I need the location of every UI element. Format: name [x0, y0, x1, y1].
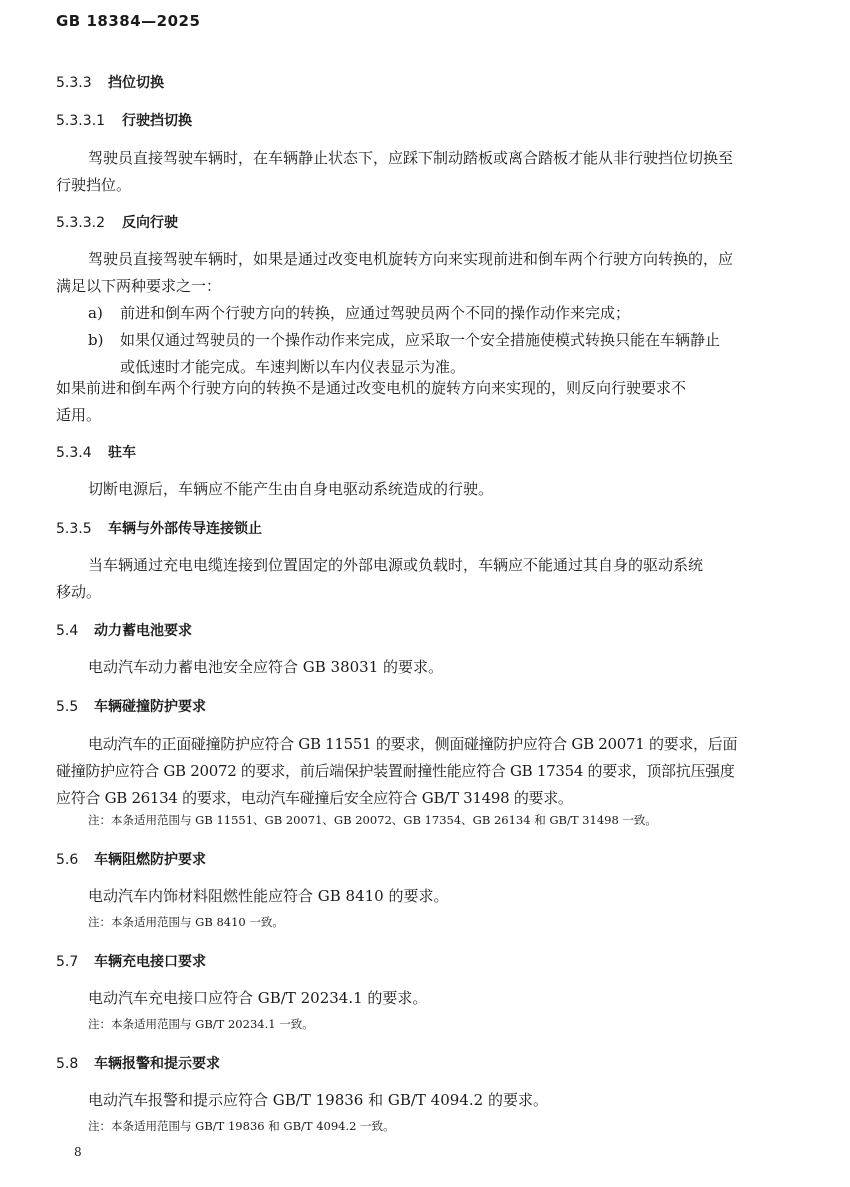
heading-5-3-3 [56, 72, 164, 92]
paragraph-charging-interface [56, 985, 796, 1012]
paragraph-battery [56, 654, 796, 681]
section-number: 5.3.3.2 [56, 215, 105, 231]
section-number: 5.4 [56, 623, 79, 639]
section-number: 5.3.3.1 [56, 113, 105, 129]
note: 注：本条适用范围与 GB 11551、GB 20071、GB 20072、GB 17354、GB 26134 和 GB/T 31498 一致。 [88, 813, 657, 827]
section-title: 反向行驶 [122, 215, 178, 231]
note: 注：本条适用范围与 GB/T 19836 和 GB/T 4094.2 一致。 [88, 1119, 395, 1133]
paragraph-collision [56, 731, 796, 812]
paragraph-line: 切断电源后，车辆应不能产生由自身电驱动系统造成的行驶。 [88, 480, 494, 498]
section-number: 5.5 [56, 699, 79, 715]
heading-5-4 [56, 620, 192, 640]
page-number: 8 [74, 1145, 82, 1159]
section-number: 5.7 [56, 954, 79, 970]
paragraph-line: 驾驶员直接驾驶车辆时，在车辆静止状态下，应踩下制动踏板或离合踏板才能从非行驶挡位切换至 [88, 149, 734, 167]
section-number: 5.8 [56, 1056, 79, 1072]
paragraph-line: 适用。 [56, 406, 102, 424]
section-title: 行驶挡切换 [122, 113, 192, 129]
heading-5-3-3-1 [56, 110, 192, 130]
paragraph-line: 满足以下两种要求之一： [56, 277, 222, 295]
paragraph-line: 如果前进和倒车两个行驶方向的转换不是通过改变电机的旋转方向来实现的，则反向行驶要求不 [56, 379, 687, 397]
section-title: 车辆与外部传导连接锁止 [108, 521, 262, 537]
section-title: 车辆报警和提示要求 [94, 1056, 220, 1072]
section-number: 5.3.3 [56, 75, 92, 91]
section-title: 车辆阻燃防护要求 [94, 852, 206, 868]
paragraph-line: 电动汽车的正面碰撞防护应符合 GB 11551 的要求，侧面碰撞防护应符合 GB 20071 的要求，后面 [88, 735, 738, 753]
standard-code: GB 18384—2025 [56, 12, 201, 30]
section-title: 驻车 [108, 445, 136, 461]
heading-5-3-5 [56, 518, 262, 538]
list-marker: b) [88, 331, 104, 349]
paragraph-line: 电动汽车充电接口应符合 GB/T 20234.1 的要求。 [88, 989, 428, 1007]
list-item-a [88, 300, 796, 327]
section-title: 车辆充电接口要求 [94, 954, 206, 970]
heading-5-8 [56, 1053, 220, 1073]
list-item-b [88, 327, 796, 381]
section-number: 5.6 [56, 852, 79, 868]
paragraph-flame-retardant [56, 883, 796, 910]
paragraph-line: 碰撞防护应符合 GB 20072 的要求，前后端保护装置耐撞性能应符合 GB 17354 的要求，顶部抗压强度 [56, 762, 735, 780]
heading-5-3-3-2 [56, 212, 178, 232]
paragraph-parking [56, 476, 796, 503]
heading-5-5 [56, 696, 206, 716]
note: 注：本条适用范围与 GB/T 20234.1 一致。 [88, 1017, 314, 1031]
section-title: 动力蓄电池要求 [94, 623, 192, 639]
heading-5-6 [56, 849, 206, 869]
paragraph-line: 电动汽车动力蓄电池安全应符合 GB 38031 的要求。 [88, 658, 444, 676]
list-text: 前进和倒车两个行驶方向的转换，应通过驾驶员两个不同的操作动作来完成； [120, 304, 631, 322]
section-number: 5.3.5 [56, 521, 92, 537]
section-number: 5.3.4 [56, 445, 92, 461]
note: 注：本条适用范围与 GB 8410 一致。 [88, 915, 284, 929]
list-text: 如果仅通过驾驶员的一个操作动作来完成，应采取一个安全措施使模式转换只能在车辆静止 [120, 331, 721, 349]
paragraph-line: 电动汽车内饰材料阻燃性能应符合 GB 8410 的要求。 [88, 887, 449, 905]
heading-5-7 [56, 951, 206, 971]
paragraph-line: 移动。 [56, 583, 102, 601]
paragraph-reverse-exception [56, 375, 796, 429]
paragraph-line: 驾驶员直接驾驶车辆时，如果是通过改变电机旋转方向来实现前进和倒车两个行驶方向转换的，应 [88, 250, 734, 268]
paragraph-gear-shift [56, 145, 796, 199]
paragraph-line: 应符合 GB 26134 的要求，电动汽车碰撞后安全应符合 GB/T 31498 的要求。 [56, 789, 573, 807]
list-marker: a) [88, 304, 103, 322]
paragraph-line: 电动汽车报警和提示应符合 GB/T 19836 和 GB/T 4094.2 的要求。 [88, 1091, 548, 1109]
paragraph-line: 当车辆通过充电电缆连接到位置固定的外部电源或负载时，车辆应不能通过其自身的驱动系统 [88, 556, 704, 574]
paragraph-alarm [56, 1087, 796, 1114]
section-title: 车辆碰撞防护要求 [94, 699, 206, 715]
paragraph-line: 行驶挡位。 [56, 176, 132, 194]
paragraph-connection-lock [56, 552, 796, 606]
paragraph-reverse-driving [56, 246, 796, 300]
list-text: 或低速时才能完成。车速判断以车内仪表显示为准。 [120, 358, 466, 376]
section-title: 挡位切换 [108, 75, 164, 91]
heading-5-3-4 [56, 442, 136, 462]
